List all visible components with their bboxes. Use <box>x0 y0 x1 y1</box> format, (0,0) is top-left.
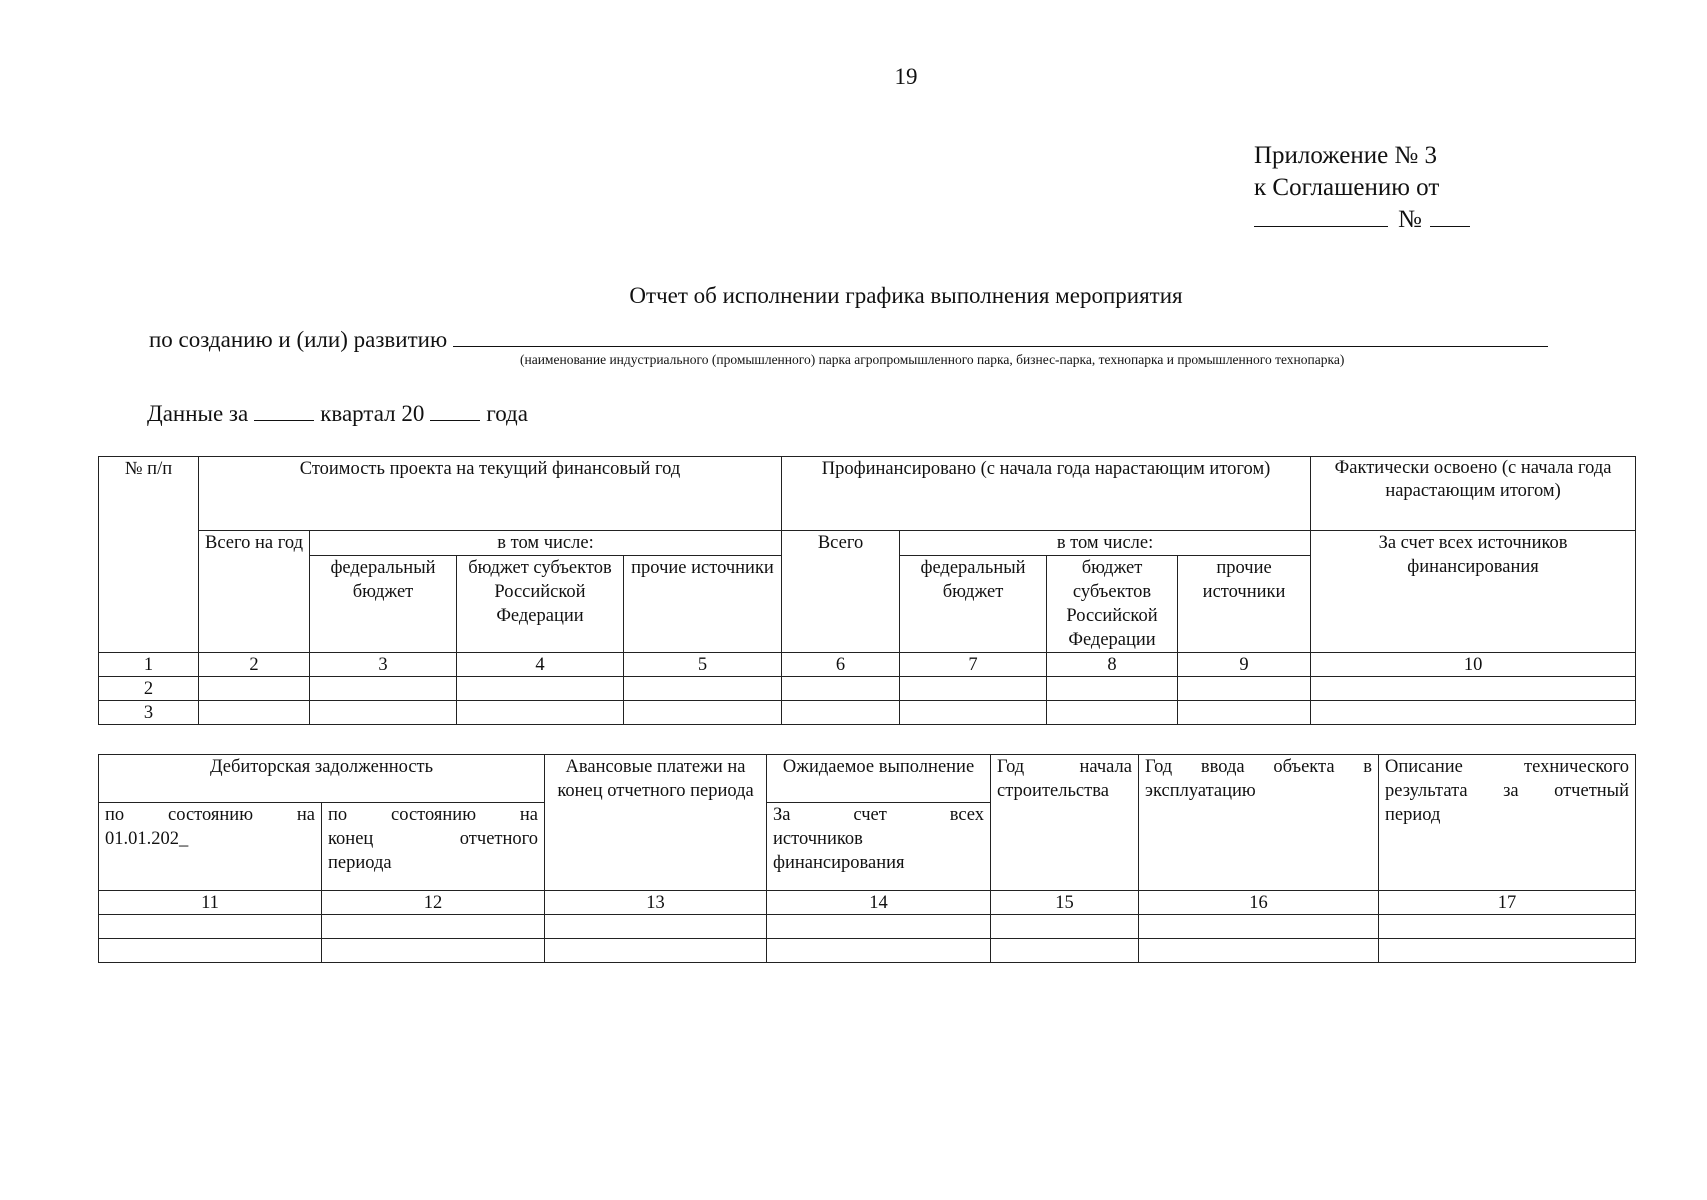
number-sign: № <box>1398 206 1422 233</box>
appendix-title: Приложение № 3 <box>1254 142 1438 169</box>
table-cell <box>457 701 624 725</box>
receivables-table <box>98 754 1636 963</box>
header-receivables-end-line1: по состоянию на <box>328 805 539 825</box>
table-cell <box>1178 677 1311 701</box>
header-subject-budget-1: бюджет субъектов Российской Федерации <box>457 556 624 653</box>
subject-caption: (наименование индустриального (промышленного) парка агропромышленного парка, бизнес-парка, технопарка и промышленного технопарка) <box>520 352 1345 367</box>
header-subject-budget-2: бюджет субъектов Российской Федерации <box>1047 556 1178 653</box>
table-cell <box>457 677 624 701</box>
table-cell <box>991 915 1139 939</box>
appendix-header <box>1254 140 1470 236</box>
table-cell <box>900 677 1047 701</box>
table-cell <box>545 939 767 963</box>
table-cell <box>1139 939 1379 963</box>
header-receivables-start-line1: по состоянию на <box>105 805 315 825</box>
header-receivables-start-line2: 01.01.202_ <box>105 829 189 849</box>
agreement-number-blank <box>1430 204 1470 227</box>
table-cell <box>624 677 782 701</box>
header-other-sources-1: прочие источники <box>624 556 782 653</box>
header-start-year-line1: Год начала <box>997 757 1133 777</box>
table-cell <box>782 701 900 725</box>
header-commission-year <box>1139 755 1379 891</box>
header-expected: Ожидаемое выполнение <box>767 755 991 803</box>
header-start-year <box>991 755 1139 891</box>
header-receivables-start <box>99 803 322 891</box>
column-number: 5 <box>624 653 782 677</box>
agreement-date-blank <box>1254 204 1388 227</box>
column-number: 3 <box>310 653 457 677</box>
column-number: 13 <box>545 891 767 915</box>
table-cell <box>1047 701 1178 725</box>
table-cell <box>991 939 1139 963</box>
table-cell <box>322 939 545 963</box>
header-description <box>1379 755 1636 891</box>
header-project-cost: Стоимость проекта на текущий финансовый год <box>199 457 782 531</box>
year-blank <box>430 402 480 421</box>
table-cell <box>782 677 900 701</box>
column-number: 12 <box>322 891 545 915</box>
table-cell <box>624 701 782 725</box>
header-total-year: Всего на год <box>199 531 310 653</box>
column-number: 4 <box>457 653 624 677</box>
header-expected-sources-line3: финансирования <box>773 853 905 873</box>
column-number: 6 <box>782 653 900 677</box>
table-row <box>99 939 1636 963</box>
row-number: 3 <box>99 701 199 725</box>
header-expected-sources-line1: За счет всех <box>773 805 985 825</box>
table-cell <box>1139 915 1379 939</box>
header-receivables-end-line2: конец отчетного <box>328 829 539 849</box>
column-number: 2 <box>199 653 310 677</box>
header-federal-budget-2: федеральный бюджет <box>900 556 1047 653</box>
column-number: 14 <box>767 891 991 915</box>
column-number: 16 <box>1139 891 1379 915</box>
row-number: 2 <box>99 677 199 701</box>
header-description-line3: период <box>1385 805 1441 825</box>
table-cell <box>545 915 767 939</box>
table-cell <box>1178 701 1311 725</box>
table-cell <box>1311 677 1636 701</box>
header-commission-year-line2: эксплуатацию <box>1145 781 1256 801</box>
table-cell <box>199 701 310 725</box>
header-expected-sources <box>767 803 991 891</box>
subject-line <box>149 326 1548 353</box>
table-cell <box>199 677 310 701</box>
table-cell <box>1379 915 1636 939</box>
column-number-row <box>99 653 1636 677</box>
table-cell <box>1379 939 1636 963</box>
header-total: Всего <box>782 531 900 653</box>
table-cell <box>767 939 991 963</box>
table-row <box>99 915 1636 939</box>
table-cell <box>1047 677 1178 701</box>
table-cell <box>900 701 1047 725</box>
column-number: 15 <box>991 891 1139 915</box>
period-suffix: года <box>486 401 528 426</box>
period-middle: квартал 20 <box>320 401 425 426</box>
table-row <box>99 701 1636 725</box>
column-number: 7 <box>900 653 1047 677</box>
header-description-line2: результата за отчетный <box>1385 781 1630 801</box>
header-including-1: в том числе: <box>310 531 782 556</box>
header-commission-year-line1: Год ввода объекта в <box>1145 757 1373 777</box>
table-cell <box>310 701 457 725</box>
header-row-number: № п/п <box>99 457 199 653</box>
column-number: 17 <box>1379 891 1636 915</box>
appendix-agreement: к Соглашению от <box>1254 174 1440 201</box>
quarter-blank <box>254 402 314 421</box>
header-financed: Профинансировано (с начала года нарастающим итогом) <box>782 457 1311 531</box>
column-number: 8 <box>1047 653 1178 677</box>
table-cell <box>310 677 457 701</box>
table-cell <box>767 915 991 939</box>
table-cell <box>99 939 322 963</box>
appendix-agreement-number <box>1254 204 1470 236</box>
schedule-table <box>98 456 1636 725</box>
header-receivables-end-line3: периода <box>328 853 392 873</box>
header-receivables: Дебиторская задолженность <box>99 755 545 803</box>
header-receivables-end <box>322 803 545 891</box>
header-expected-sources-line2: источников <box>773 829 863 849</box>
header-advances: Авансовые платежи на конец отчетного периода <box>545 755 767 891</box>
page-number: 19 <box>894 64 918 89</box>
table-cell <box>99 915 322 939</box>
header-all-sources: За счет всех источников финансирования <box>1311 531 1636 653</box>
column-number: 9 <box>1178 653 1311 677</box>
report-title: Отчет об исполнении графика выполнения мероприятия <box>629 283 1183 308</box>
table-row <box>99 677 1636 701</box>
column-number-row <box>99 891 1636 915</box>
header-actual: Фактически освоено (с начала года нарастающим итогом) <box>1311 457 1636 531</box>
header-description-line1: Описание технического <box>1385 757 1630 777</box>
period-prefix: Данные за <box>147 401 249 426</box>
period-line <box>147 401 528 427</box>
header-including-2: в том числе: <box>900 531 1311 556</box>
table-cell <box>322 915 545 939</box>
header-federal-budget-1: федеральный бюджет <box>310 556 457 653</box>
header-start-year-line2: строительства <box>997 781 1109 801</box>
column-number: 11 <box>99 891 322 915</box>
park-name-blank <box>453 326 1548 347</box>
column-number: 1 <box>99 653 199 677</box>
column-number: 10 <box>1311 653 1636 677</box>
subject-prefix: по созданию и (или) развитию <box>149 327 448 352</box>
header-other-sources-2: прочие источники <box>1178 556 1311 653</box>
table-cell <box>1311 701 1636 725</box>
